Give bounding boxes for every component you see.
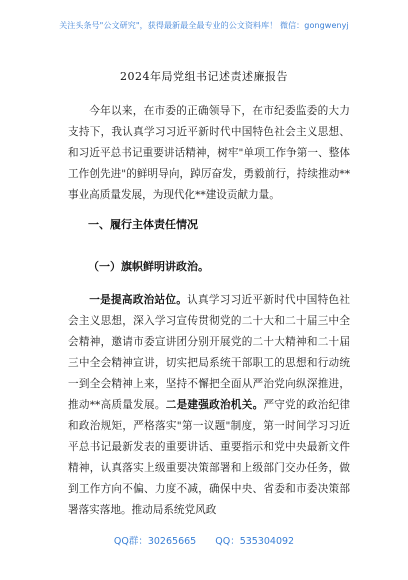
contact-footer	[0, 533, 408, 547]
paragraph-political	[68, 290, 350, 521]
point-lead-2: 二是建强政治机关。	[165, 399, 264, 411]
main-block	[68, 290, 350, 521]
section-heading-1: 一、履行主体责任情况	[88, 218, 198, 231]
promo-banner: 关注头条号"公文研究"，获得最新最全最专业的公文资料库！ 微信：gongwenyj	[59, 21, 349, 30]
point-text-2: 严守党的政治纪律和政治规矩，严格落实"第一议题"制度，第一时间学习习近平总书记最新发表的重要讲话、重要指示和党中央最新文件精神，认真落实上级重要决策部署和上级部门交办任务，做到工作方向不偏、力度不减，确保中央、省委和市委决策部署落实落地。推动局系统党风政	[68, 399, 351, 516]
intro-block	[68, 101, 350, 206]
qq-group: QQ群：30265665	[113, 536, 197, 547]
point-lead-1: 一是提高政治站位。	[89, 294, 188, 306]
qq-number: QQ：535304092	[215, 536, 295, 547]
point-text-1: 认真学习习近平新时代中国特色社会主义思想，深入学习宣传贯彻党的二十大和二十届三中全会精神，邀请市委宣讲团分别开展党的二十大精神和二十届三中全会精神宣讲，切实把局系统干部职工的思想和行动统一到全会精神上来，坚持不懈把全面从严治党向纵深推进，推动**高质量发展。	[68, 294, 351, 411]
subsection-heading-1: （一）旗帜鲜明讲政治。	[88, 260, 209, 273]
intro-paragraph: 今年以来，在市委的正确领导下，在市纪委监委的大力支持下，我认真学习习近平新时代中国特色社会主义思想、和习近平总书记重要讲话精神，树牢"单项工作争第一、整体工作创先进"的鲜明导向，踔厉奋发，勇毅前行，持续推动**事业高质量发展，为现代化**建设贡献力量。	[68, 105, 350, 201]
document-title: 2024年局党组书记述责述廉报告	[120, 70, 288, 83]
